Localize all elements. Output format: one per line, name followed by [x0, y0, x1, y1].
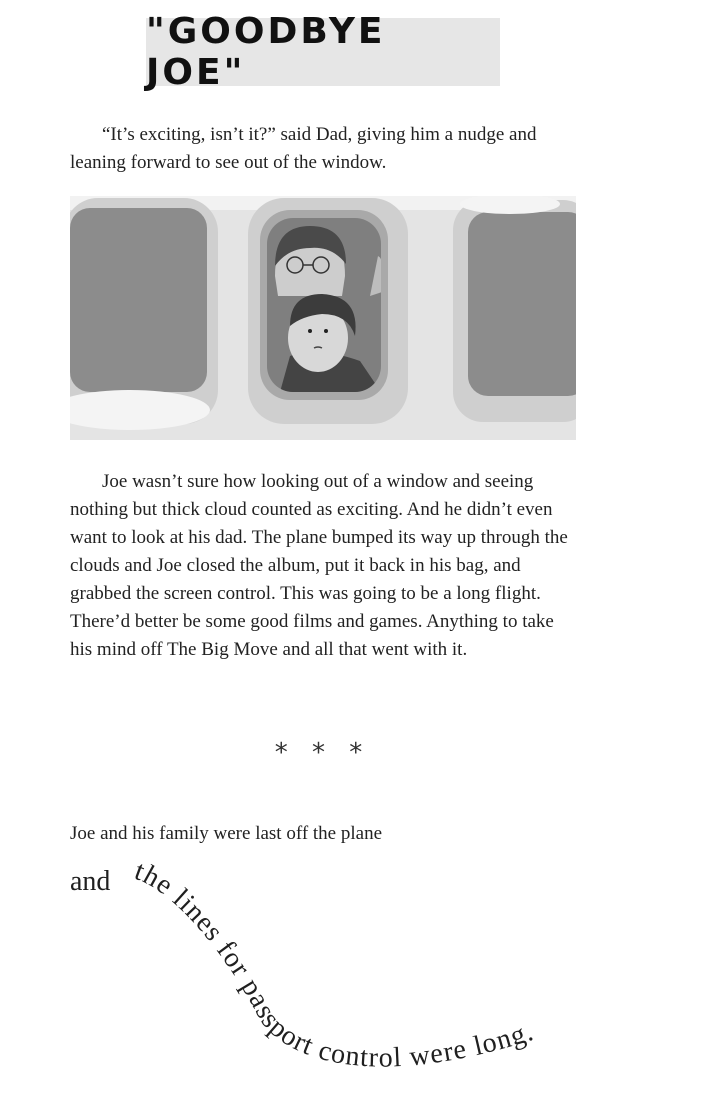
chapter-title-banner	[146, 11, 500, 93]
story-paragraph-2: Joe wasn’t sure how looking out of a window and seeing nothing but thick cloud counted as exciting. And he didn’t even want to look at his dad. The plane bumped its way up through the clouds and Joe closed the album, put it back in his bag, and grabbed the screen control. This was going to be a long flight. There’d better be some good films and games. Anything to take his mind off The Big Move and all that went with it.	[70, 471, 568, 660]
chapter-title: "GOODBYE JOE"	[146, 11, 386, 93]
story-paragraph-3: Joe and his family were last off the plane	[70, 823, 382, 844]
svg-text:the lines for passport control	[131, 855, 538, 1073]
airplane-window-illustration	[70, 196, 576, 440]
curved-line-text: the lines for passport control were long.	[130, 855, 538, 1074]
scene-break: * * *	[274, 738, 371, 768]
curved-text-art	[0, 850, 717, 1095]
story-paragraph-1: “It’s exciting, isn’t it?” said Dad, giving him a nudge and leaning forward to see out of the window.	[70, 124, 537, 173]
curved-lead-word: and	[70, 866, 111, 897]
